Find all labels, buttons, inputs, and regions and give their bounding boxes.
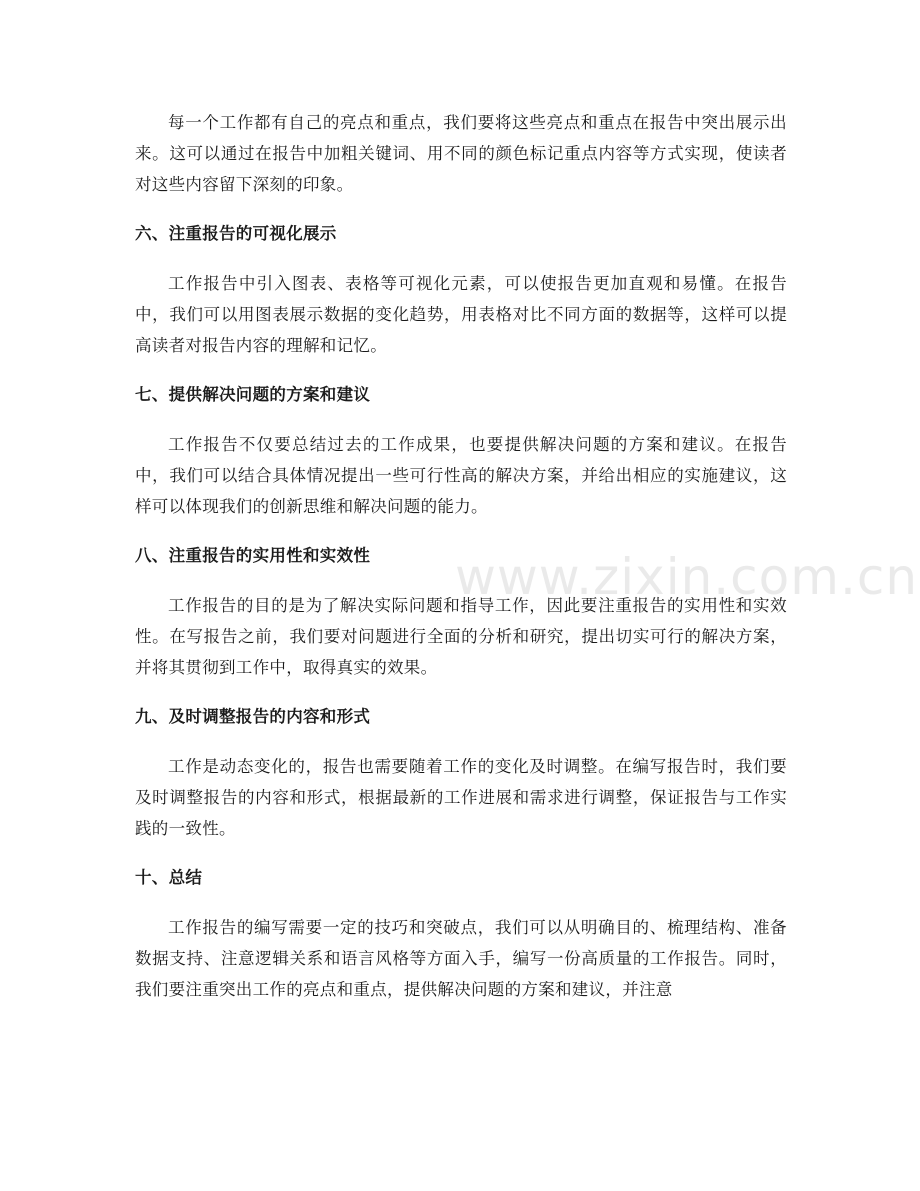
intro-paragraph: 每一个工作都有自己的亮点和重点，我们要将这些亮点和重点在报告中突出展示出来。这可以通过在报告中加粗关键词、用不同的颜色标记重点内容等方式实现，使读者对这些内容留下深刻的印象。: [135, 113, 787, 194]
section-body-6: 工作报告中引入图表、表格等可视化元素，可以使报告更加直观和易懂。在报告中，我们可以用图表展示数据的变化趋势，用表格对比不同方面的数据等，这样可以提高读者对报告内容的理解和记忆。: [135, 274, 787, 355]
section-body-7: 工作报告不仅要总结过去的工作成果，也要提供解决问题的方案和建议。在报告中，我们可以结合具体情况提出一些可行性高的解决方案，并给出相应的实施建议，这样可以体现我们的创新思维和解决问题的能力。: [135, 435, 787, 516]
section-heading-6: 六、注重报告的可视化展示: [135, 224, 337, 243]
section-heading-8: 八、注重报告的实用性和实效性: [135, 546, 371, 565]
section-body-8: 工作报告的目的是为了解决实际问题和指导工作，因此要注重报告的实用性和实效性。在写报告之前，我们要对问题进行全面的分析和研究，提出切实可行的解决方案，并将其贯彻到工作中，取得真实的效果。: [135, 596, 787, 677]
section-heading-10: 十、总结: [135, 868, 203, 887]
section-heading-9: 九、及时调整报告的内容和形式: [135, 707, 371, 726]
document-content: [135, 107, 787, 1005]
section-body-9: 工作是动态变化的，报告也需要随着工作的变化及时调整。在编写报告时，我们要及时调整报告的内容和形式，根据最新的工作进展和需求进行调整，保证报告与工作实践的一致性。: [135, 757, 787, 838]
section-body-10: 工作报告的编写需要一定的技巧和突破点，我们可以从明确目的、梳理结构、准备数据支持、注意逻辑关系和语言风格等方面入手，编写一份高质量的工作报告。同时，我们要注重突出工作的亮点和重点，提供解决问题的方案和建议，并注意: [135, 918, 787, 999]
section-heading-7: 七、提供解决问题的方案和建议: [135, 385, 371, 404]
watermark-text: www.zixin.com.cn: [455, 548, 919, 606]
